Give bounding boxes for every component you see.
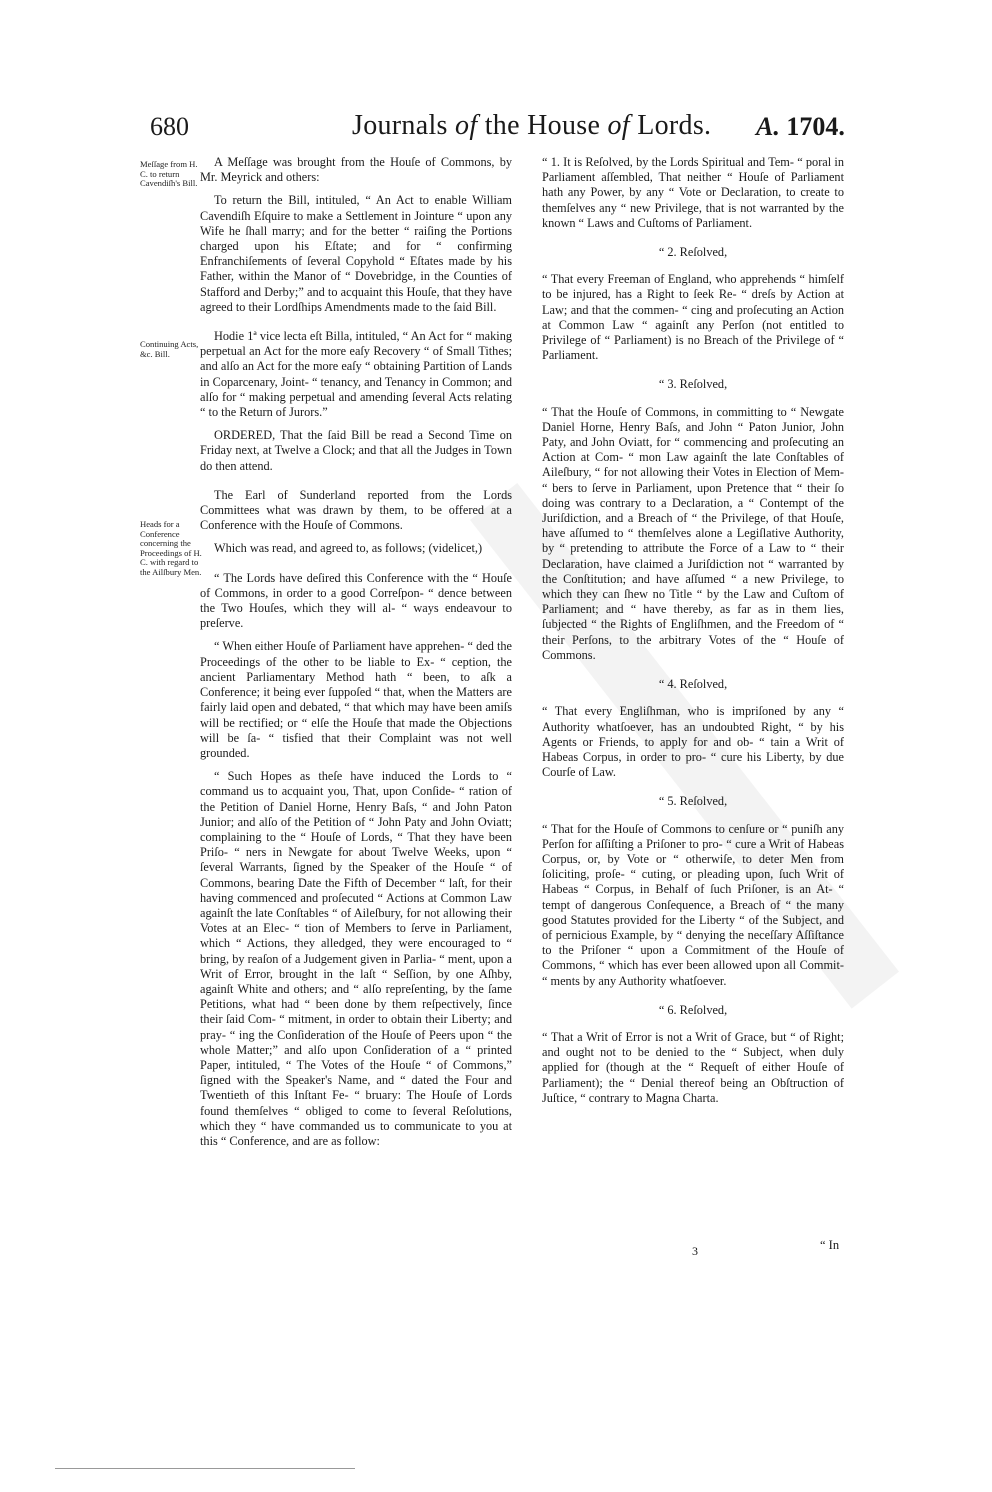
resolution-5: “ That for the Houſe of Commons to cenſure or “ puniſh any Perſon for aſſiſting a Priſoner to pro- “ cure a Writ of Habeas Corpus, or, by Vote or “ otherwiſe, to deter Men from ſoliciting, proſe- “ cuting, or pleading upon, ſuch Writ of Habeas “ Corpus, in Behalf of ſuch Priſoner, is an At- “ tempt of dangerous Conſequence, a Breach of “ the many good Statutes provided for the Liberty “ of the Subject, and of pernicious Example, by “ denying the neceſſary Aſſiſtance to the Priſoner “ upon a Commitment of the Houſe of Commons, “ which has ever been allowed upon all Commit- “ ments by any Authority whatſoever. xyxy=(542,821,844,988)
resolution-heading-5: “ 5. Reſolved, xyxy=(658,794,728,809)
resolution-1: “ 1. It is Reſolved, by the Lords Spiritual and Tem- “ poral in Parliament aſſembled, That neither “ Houſe of Parliament hath any Power, by any “ Vote or Declaration, to create to themſelves any “ new Privilege, that is not warranted by the known “ Laws and Cuſtoms of Parliament. xyxy=(542,155,844,230)
resolution-4: “ That every Engliſhman, who is impriſoned by any “ Authority whatſoever, has an undoubted Right, “ by his Agents or Friends, to apply for and ob- “ tain a Writ of Habeas Corpus, in order to pro- “ cure his Liberty, by due Courſe of Law. xyxy=(542,704,844,780)
running-header xyxy=(0,112,992,152)
margin-note-continuing-acts: Continuing Acts, &c. Bill. xyxy=(140,339,199,359)
petition-paragraph: “ Such Hopes as theſe have induced the Lords to “ command us to acquaint you, That, upon Conſide- “ ration of the Petition of Daniel Horne, Henry Baſs, “ and John Paton Junior; and alſo of the Petition of “ John Paty and John Oviatt; complaining to the “ Houſe of Lords, “ That they have been Priſo- “ ners in Newgate for about Twelve Weeks, upon “ ſeveral Warrants, ſigned by the Speaker of the Houſe “ of Commons, bearing Date the Fifth of December “ laſt, for their having commenced and proſecuted “ Actions at Common Law againſt the late Conſtables “ of Aileſbury, for not allowing their Votes at an Elec- “ tion of Members to ſerve in Parliament, which “ Actions, they alledged, they were encouraged to “ bring, by reaſon of a Judgement given in Parlia- “ ment, upon a Writ of Error, brought in the laſt “ Seſſion, by one Aſhby, againſt White and others; and “ alſo repreſenting, by the ſame Petitions, what had “ been done by them reſpectively, ſince their ſaid Com- “ mitment, in order to obtain their Liberty; and pray- “ ing the Conſideration of the Houſe of Peers upon “ the whole Matter;” and alſo upon Conſideration of a “ printed Paper, intituled, “ The Votes of the Houſe “ of Commons,” ſigned with the Speaker's Name, and “ dated the Four and Twentieth of this Inſtant Fe- “ bruary: The Houſe of Lords found themſelves “ obliged to come to ſeveral Reſolutions, which they “ have commanded us to communicate to you at this “ Conference, and are as follow: xyxy=(200,769,512,1148)
conference-intro-paragraph: “ The Lords have deſired this Conference with the “ Houſe of Commons, in order to a good Correſpon- “ dence between the Two Houſes, which they will al- “ ways endeavour to preſerve. xyxy=(200,570,512,631)
order-paragraph: ORDERED, That the ſaid Bill be read a Second Time on Friday next, at Twelve a Clock; and that all the Judges in Town do then attend. xyxy=(200,428,512,473)
resolution-heading-4: “ 4. Reſolved, xyxy=(658,677,728,692)
margin-note-message: Meſſage from H. C. to return Cavendiſh's Bill. xyxy=(140,159,198,189)
first-reading-paragraph: Hodie 1ª vice lecta eſt Billa, intituled, “ An Act for “ making perpetual an Act for the more eaſy Recovery “ of Small Tithes; and alſo an Act for the more eaſy “ obtaining Partition of Lands in Coparcenary, Joint- “ tenancy, and Tenancy in Common; and alſo for “ making perpetual and amending ſeveral Acts relating “ to the Return of Jurors.” xyxy=(200,329,512,420)
agreed-paragraph: Which was read, and agreed to, as follows; (videlicet,) xyxy=(214,541,483,556)
page-edge-line xyxy=(55,1468,355,1469)
resolution-6: “ That a Writ of Error is not a Writ of Grace, but “ of Right; and ought not to be denied to the “ Subject, when duly applied for (though at the “ Requeſt of either Houſe of Parliament); the “ Denial thereof being an Obſtruction of Juſtice, “ contrary to Magna Charta. xyxy=(542,1029,844,1105)
year-label: A. 1704. xyxy=(756,112,845,141)
page-title: Journals of the House of Lords. xyxy=(352,110,712,141)
resolution-heading-2: “ 2. Reſolved, xyxy=(658,245,728,260)
resolution-heading-3: “ 3. Reſolved, xyxy=(658,377,728,392)
left-column xyxy=(200,155,512,1157)
conference-method-paragraph: “ When either Houſe of Parliament have apprehen- “ ded the Proceedings of the other to be liable to Ex- “ ception, the ancient Parliamentary Method hath “ been, to aſk a Conference; it being ever ſuppoſed “ that, when the Matters are fairly laid open and debated, “ that which may have been amiſs will be rectified; or “ elſe the Houſe that made the Objections will be ſa- “ tisfied that their Complaint was not well grounded. xyxy=(200,639,512,760)
resolution-3: “ That the Houſe of Commons, in committing to “ Newgate Daniel Horne, Henry Baſs, and John “ Paton Junior, John Paty, and John Oviatt, for “ commencing and proſecuting an Action at Com- “ mon Law againſt the late Conſtables of Aileſbury, “ for not allowing their Votes in Election of Mem- “ bers to ſerve in Parliament, upon Pretence that “ their ſo doing was contrary to a Declaration, a “ Contempt of the Juriſdiction, and a Breach of “ the Privilege, of that Houſe, have aſſumed to “ themſelves alone a Legiſlative Authority, by “ pretending to attribute the Force of a Law to “ their Declaration, have claimed a Juriſdiction not “ warranted by the Conſtitution; and have aſſumed “ a new Privilege, to which they can ſhew no Title “ by the Law and Cuſtom of Parliament; and “ have thereby, as far as in them lies, ſubjected “ the Rights of Engliſhmen, and the Freedom of “ their Perſons, to the arbitrary Votes of the “ Houſe of Commons. xyxy=(542,404,844,662)
resolution-heading-6: “ 6. Reſolved, xyxy=(658,1002,728,1017)
signature-mark: 3 xyxy=(692,1244,698,1258)
catchword: “ In xyxy=(820,1238,840,1252)
resolution-2: “ That every Freeman of England, who apprehends “ himſelf to be injured, has a Right to ſeek Re- “ dreſs by Action at Law; and that the commen- “ cing and proſecuting an Action at Common Law “ againſt any Perſon (not entitled to Privilege of “ Parliament) is no Breach of the Privilege of “ Parliament. xyxy=(542,272,844,363)
message-paragraph: A Meſſage was brought from the Houſe of Commons, by Mr. Meyrick and others: xyxy=(200,155,512,185)
margin-note-conference-heads: Heads for a Conference concerning the Proceedings of H. C. with regard to the Ailſbury Men. xyxy=(140,519,202,577)
page-number: 680 xyxy=(150,112,189,141)
report-paragraph: The Earl of Sunderland reported from the Lords Committees what was drawn by them, to be offered at a Conference with the Houſe of Commons. xyxy=(200,487,512,533)
right-column xyxy=(542,155,844,1114)
bill-title-paragraph: To return the Bill, intituled, “ An Act to enable William Cavendiſh Eſquire to make a Settlement in Jointure “ upon any Wife he ſhall marry; and for the better “ raiſing the Portions charged upon his Eſtate; and for “ confirming Enfranchiſements of ſeveral Copyhold “ Eſtates made by his Father, within the Manor of “ Dovebridge, in the Counties of Stafford and Derby;” and to acquaint this Houſe, that they have agreed to their Lordſhips Amendments made to the ſaid Bill. xyxy=(200,193,512,314)
